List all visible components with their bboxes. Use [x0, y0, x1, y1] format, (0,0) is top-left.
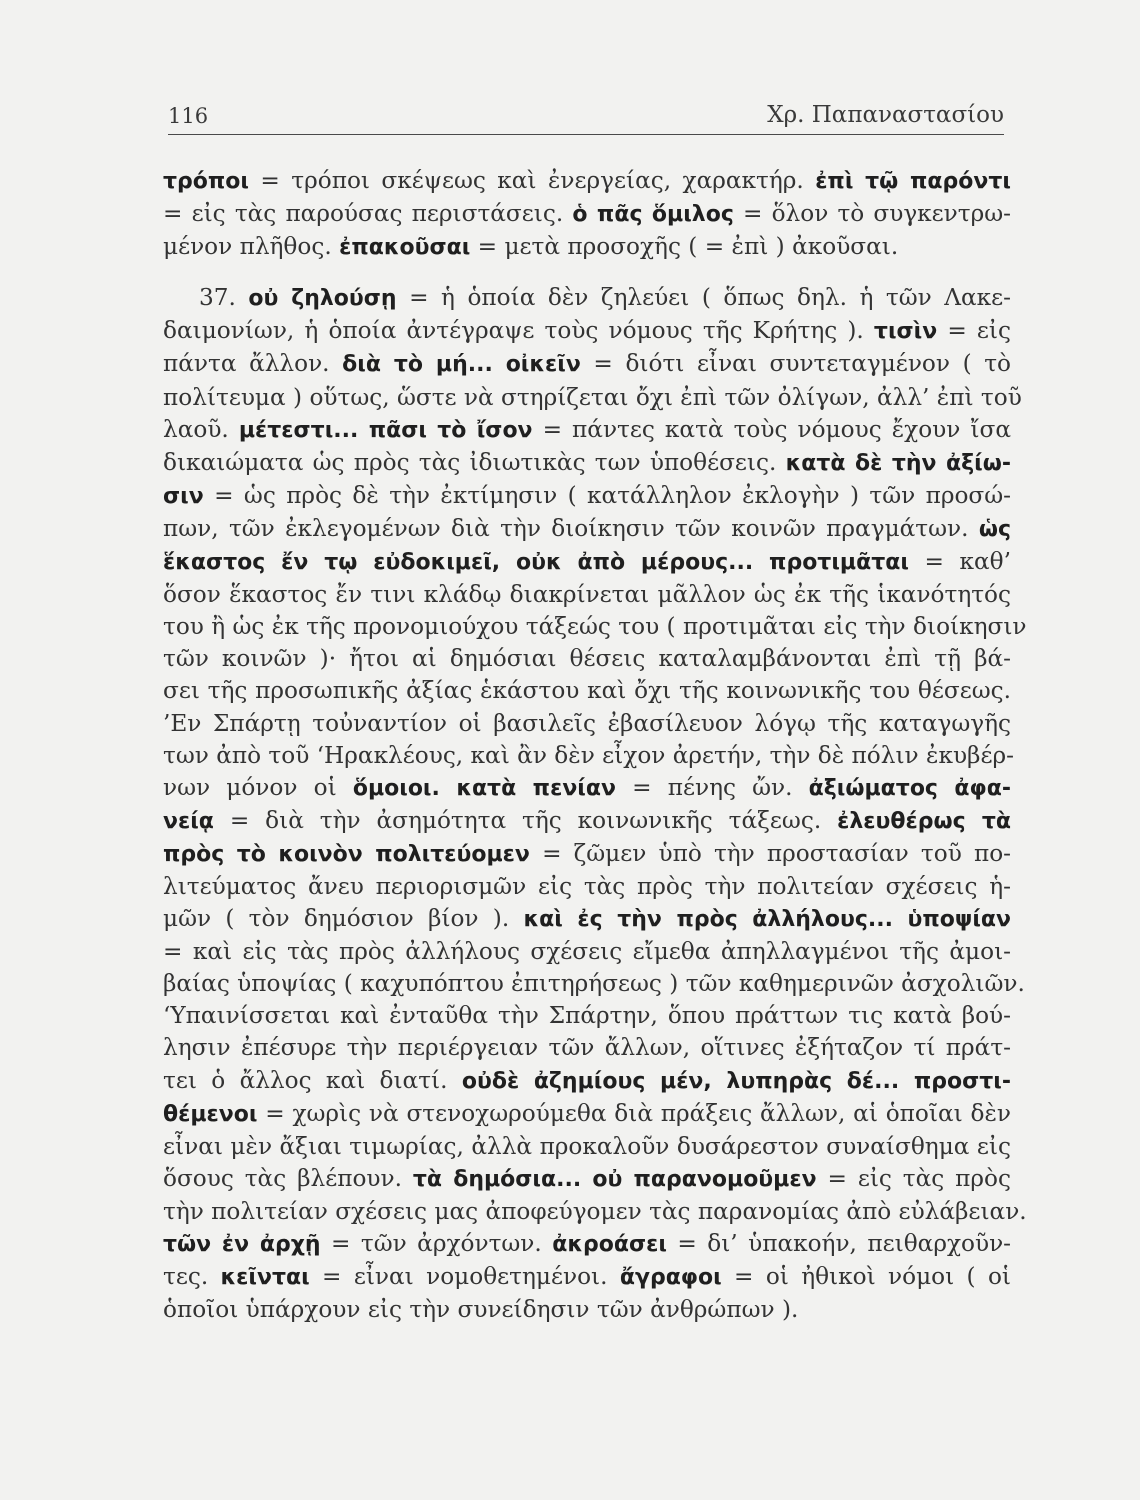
text-line [163, 1065, 1011, 1098]
lemma-term: καὶ ἐς τὴν πρὸς ἀλλήλους... ὑποψίαν [523, 907, 1012, 933]
lemma-term: ἀξιώματος ἀφα- [808, 775, 1011, 801]
gloss-text: ’Εν Σπάρτῃ τοὐναντίον οἱ βασιλεῖς ἐβασίλευον λόγῳ τῆς καταγωγῆς [163, 709, 1011, 737]
gloss-text: δικαιώματα ὡς πρὸς τὰς ἰδιωτικὰς των ὑποθέσεις. [163, 448, 786, 476]
body-text [163, 165, 1027, 1326]
gloss-text: ὁποῖοι ὑπάρχουν εἰς τὴν συνείδησιν τῶν ἀνθρώπων ). [163, 1296, 799, 1324]
gloss-text: = εἶναι νομοθετημένοι. [309, 1263, 620, 1291]
text-line [163, 382, 1022, 414]
gloss-text: ὅσους τὰς βλέπουν. [163, 1164, 413, 1192]
text-line [163, 1032, 1011, 1064]
text-line [163, 1294, 1011, 1326]
text-line [163, 708, 1011, 740]
lemma-term: ἀκροάσει [552, 1232, 667, 1257]
text-line [163, 740, 1014, 772]
lemma-term: τισὶν [873, 319, 938, 345]
lemma-term: ἄγραφοι [619, 1265, 722, 1291]
gloss-text: μῶν ( τὸν δημόσιον βίον ). [163, 905, 524, 933]
paragraph-gap [163, 264, 1011, 282]
gloss-text: λιτεύματος ἄνευ περιορισμῶν εἰς τὰς πρὸς τὴν πολιτείαν σχέσεις ἡ- [163, 872, 1011, 900]
text-line [163, 1000, 1011, 1032]
gloss-text: λαοῦ. [163, 415, 239, 443]
gloss-text: πάντα ἄλλον. [163, 350, 343, 378]
lemma-term: σιν [163, 483, 204, 509]
text-line [163, 968, 1025, 1000]
gloss-text: των ἀπὸ τοῦ ‘Ηρακλέους, καὶ ἂν δὲν εἶχον ἀρετήν, τὴν δὲ πόλιν ἐκυβέρ- [163, 741, 1014, 769]
lemma-term: κατὰ δὲ τὴν ἀξίω- [785, 450, 1011, 476]
text-line [163, 414, 1011, 447]
text-line [163, 447, 1011, 480]
gloss-text: βαίας ὑποψίας ( καχυπόπτου ἐπιτηρήσεως ) τῶν καθημερινῶν ἀσχολιῶν. [163, 970, 1025, 998]
text-line [163, 1228, 1011, 1261]
gloss-text: δαιμονίων, ἡ ὁποία ἀντέγραψε τοὺς νόμους τῆς Κρήτης ). [163, 317, 874, 345]
page-header [168, 100, 1004, 135]
gloss-text: σει τῆς προσωπικῆς ἀξίας ἑκάστου καὶ ὄχι τῆς κοινωνικῆς του θέσεως. [163, 677, 1011, 705]
lemma-term: τρόποι [163, 169, 249, 194]
gloss-text: τῶν κοινῶν )· ἤτοι αἱ δημόσιαι θέσεις καταλαμβάνονται ἐπὶ τῇ βά- [163, 645, 1011, 673]
lemma-term: οὐ ζηλούσῃ [248, 286, 397, 312]
gloss-text: = μετὰ προσοχῆς ( = ἐπὶ ) ἀκοῦσαι. [470, 233, 899, 261]
text-line [163, 611, 1027, 643]
text-line [163, 198, 1011, 231]
gloss-text: λησιν ἐπέσυρε τὴν περιέργειαν τῶν ἄλλων, οἵτινες ἐξήταζον τί πράτ- [163, 1034, 1011, 1062]
gloss-text: πων, τῶν ἐκλεγομένων διὰ τὴν διοίκησιν τῶν κοινῶν πραγμάτων. [163, 514, 979, 542]
text-line [163, 513, 1011, 546]
text-line [163, 903, 1011, 936]
gloss-text: = τῶν ἀρχόντων. [320, 1230, 553, 1257]
page-number: 116 [168, 104, 209, 128]
text-line [163, 1196, 1027, 1228]
text-line [163, 1131, 1011, 1163]
lemma-term: ἕκαστος ἔν τῳ εὐδοκιμεῖ, οὐκ ἀπὸ μέρους... προτιμᾶται [163, 550, 909, 576]
gloss-text: τες. [163, 1263, 221, 1291]
lemma-term: ὁ πᾶς ὅμιλος [572, 202, 734, 228]
lemma-term: θέμενοι [163, 1101, 258, 1127]
text-line [163, 643, 1011, 675]
gloss-text: = καθ’ [908, 548, 1011, 576]
gloss-text: = οἱ ἠθικοὶ νόμοι ( οἱ [721, 1263, 1011, 1291]
lemma-term: πρὸς τὸ κοινὸν πολιτεύομεν [163, 841, 530, 867]
gloss-text: μένον πλῆθος. [163, 233, 340, 261]
lemma-term: οὐδὲ ἀζημίους μέν, λυπηρὰς δέ... προστι- [461, 1068, 1011, 1094]
text-line [163, 871, 1011, 903]
gloss-text: νων μόνον οἱ [163, 773, 353, 801]
gloss-text: = καὶ εἰς τὰς πρὸς ἀλλήλους σχέσεις εἴμεθα ἀπηλλαγμένοι τῆς ἀμοι- [163, 938, 1011, 966]
text-line [163, 231, 1011, 264]
gloss-text: = ἡ ὁποία δὲν ζηλεύει ( ὅπως δηλ. ἡ τῶν Λακε- [396, 284, 1011, 312]
gloss-text: του ἢ ὡς ἐκ τῆς προνομιούχου τάξεώς του ( προτιμᾶται εἰς τὴν διοίκησιν [163, 613, 1027, 641]
gloss-text: = εἰς τὰς πρὸς [816, 1164, 1011, 1192]
lemma-term: ὅμοιοι. κατὰ πενίαν [352, 775, 616, 801]
text-line [163, 348, 1011, 381]
lemma-term: ἐπακοῦσαι [339, 235, 471, 261]
gloss-text: = εἰς τὰς παρούσας περιστάσεις. [163, 200, 573, 228]
lemma-term: τῶν ἐν ἀρχῇ [163, 1232, 321, 1257]
lemma-term: τὰ δημόσια... οὐ παρανομοῦμεν [412, 1166, 817, 1192]
running-title: Χρ. Παπαναστασίου [767, 102, 1004, 128]
text-line [163, 936, 1011, 968]
gloss-text: = ὅλον τὸ συγκεντρω- [733, 200, 1011, 228]
lemma-term: ὡς [978, 516, 1011, 542]
gloss-text: = χωρὶς νὰ στενοχωρούμεθα διὰ πράξεις ἄλλων, αἱ ὁποῖαι δὲν [257, 1099, 1011, 1127]
gloss-text: = ὡς πρὸς δὲ τὴν ἐκτίμησιν ( κατάλληλον ἐκλογὴν ) τῶν προσώ- [203, 481, 1011, 509]
gloss-text: = εἰς [937, 317, 1011, 345]
text-line [163, 1163, 1011, 1196]
lemma-term: διὰ τὸ μή... οἰκεῖν [342, 352, 581, 378]
gloss-text: ὅσον ἕκαστος ἔν τινι κλάδῳ διακρίνεται μᾶλλον ὡς ἐκ τῆς ἱκανότητός [163, 581, 1011, 609]
lemma-term: κεῖνται [220, 1265, 310, 1291]
text-line [163, 546, 1011, 579]
gloss-text: = πένης ὤν. [615, 773, 809, 801]
text-line [163, 675, 1011, 707]
gloss-text: πολίτευμα ) οὕτως, ὥστε νὰ στηρίζεται ὄχι ἐπὶ τῶν ὀλίγων, ἀλλ’ ἐπὶ τοῦ [163, 383, 1022, 411]
text-line [163, 480, 1011, 513]
gloss-text: τὴν πολιτείαν σχέσεις μας ἀποφεύγομεν τὰς παρανομίας ἀπὸ εὐλάβειαν. [163, 1197, 1027, 1225]
gloss-text: = ζῶμεν ὑπὸ τὴν προστασίαν τοῦ πο- [529, 839, 1012, 867]
text-line [163, 838, 1011, 871]
gloss-text: = πάντες κατὰ τοὺς νόμους ἔχουν ἴσα [532, 415, 1011, 443]
text-line [163, 315, 1011, 348]
gloss-text: τει ὁ ἄλλος καὶ διατί. [163, 1066, 462, 1094]
gloss-text: ‘Υπαινίσσεται καὶ ἐνταῦθα τὴν Σπάρτην, ὅπου πράττων τις κατὰ βού- [163, 1002, 1011, 1030]
text-line [163, 1098, 1011, 1131]
text-line [163, 772, 1011, 805]
text-line [163, 165, 1011, 198]
lemma-term: μέτεστι... πᾶσι τὸ ἴσον [238, 417, 533, 443]
text-line [163, 579, 1011, 611]
text-line [163, 805, 1011, 838]
gloss-text: = διότι εἶναι συντεταγμένον ( τὸ [580, 350, 1011, 378]
lemma-term: νείᾳ [163, 808, 214, 834]
text-line [163, 1261, 1011, 1294]
gloss-text: = δι’ ὑπακοήν, πειθαρχοῦν- [666, 1230, 1011, 1257]
gloss-text: 37. [199, 284, 249, 312]
text-line [163, 282, 1011, 315]
lemma-term: ἐπὶ τῷ παρόντι [815, 169, 1011, 194]
lemma-term: ἐλευθέρως τὰ [837, 808, 1012, 834]
gloss-text: = διὰ τὴν ἀσημότητα τῆς κοινωνικῆς τάξεως. [213, 806, 838, 834]
gloss-text: εἶναι μὲν ἄξιαι τιμωρίας, ἀλλὰ προκαλοῦν δυσάρεστον συναίσθημα εἰς [163, 1132, 1011, 1160]
gloss-text: = τρόποι σκέψεως καὶ ἐνεργείας, χαρακτήρ. [249, 167, 816, 194]
